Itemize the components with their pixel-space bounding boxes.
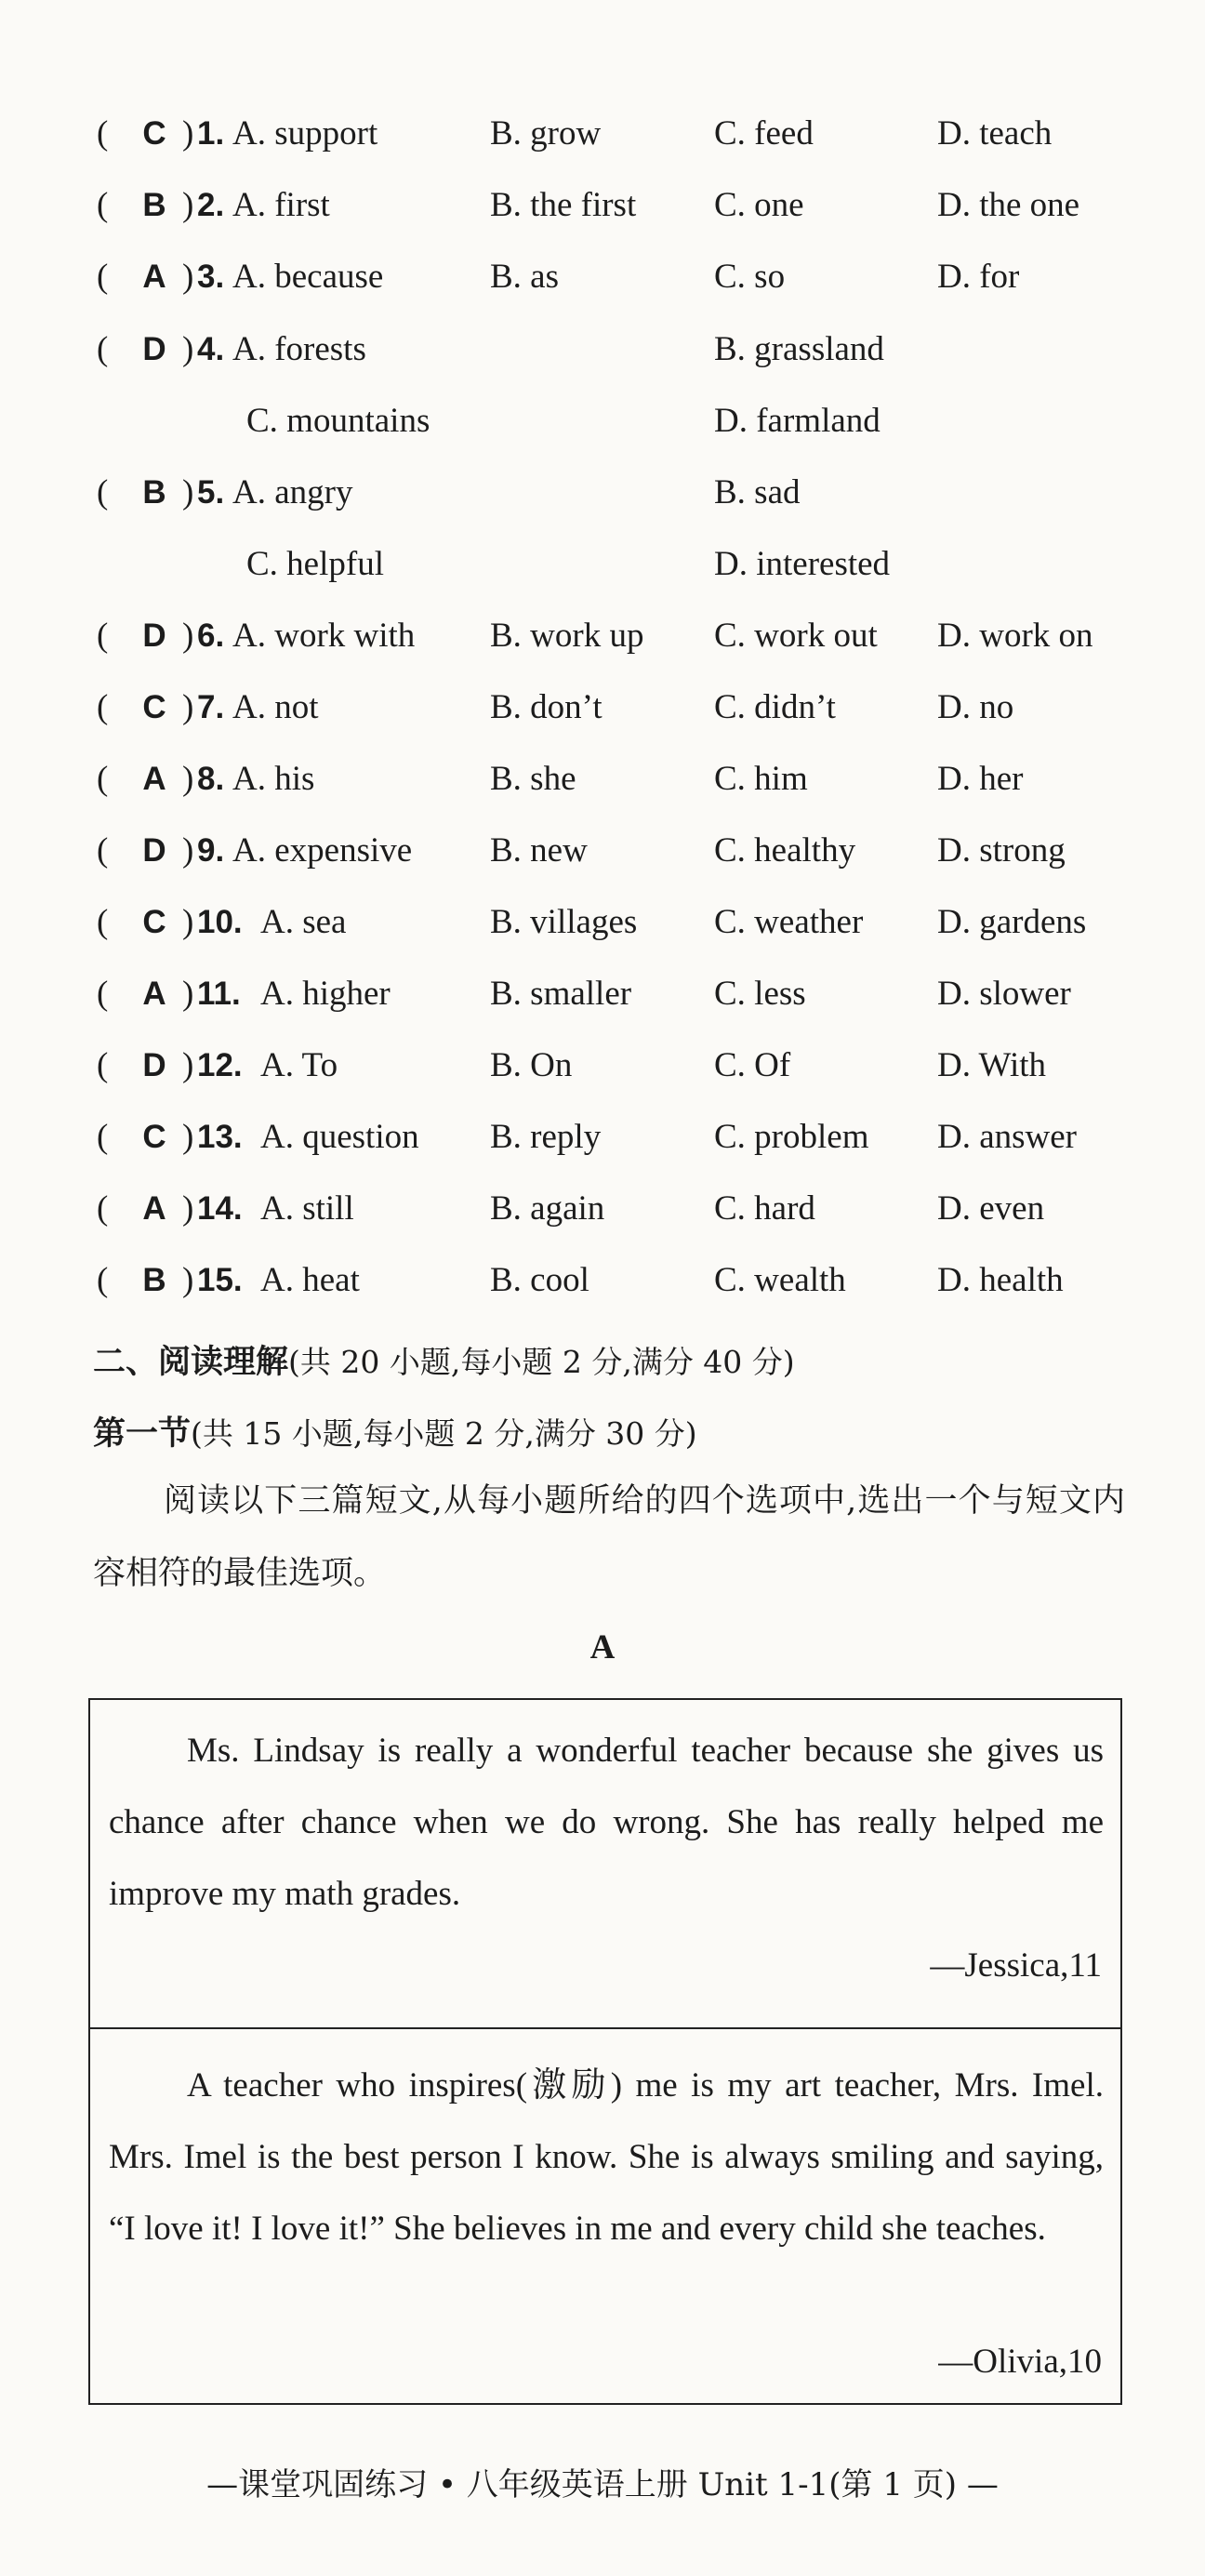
option-a: A. angry (232, 473, 353, 511)
option-c: C. Of (714, 1046, 791, 1084)
option-d: D. strong (937, 831, 1066, 870)
option-b: B. sad (714, 473, 801, 511)
answer-letter: A (142, 976, 166, 1012)
option-d: D. slower (937, 975, 1071, 1013)
option-b: B. smaller (490, 975, 632, 1013)
option-a: A. work with (232, 617, 416, 655)
question-number: 13. (197, 1119, 243, 1155)
option-c: C. healthy (714, 831, 856, 870)
paren-close: ) (182, 258, 194, 296)
paren-open: ( (97, 1189, 109, 1228)
question-number: 9. (197, 832, 225, 869)
paren-close: ) (182, 688, 194, 726)
option-d: D. gardens (937, 903, 1087, 941)
option-c: C. hard (714, 1189, 815, 1228)
question-row-12 (0, 1036, 1205, 1095)
paren-open: ( (97, 330, 109, 368)
paren-open: ( (97, 473, 109, 511)
question-row-6 (0, 606, 1205, 666)
paren-close: ) (182, 1261, 194, 1299)
option-a: A. question (260, 1118, 419, 1156)
paren-open: ( (97, 1118, 109, 1156)
passage-signature: —Jessica,11 (930, 1946, 1102, 1985)
option-b: B. reply (490, 1118, 602, 1156)
page-footer: —课堂巩固练习 • 八年级英语上册 Unit 1-1(第 1 页) — (206, 2466, 999, 2503)
question-row-9 (0, 821, 1205, 881)
question-number: 14. (197, 1190, 243, 1227)
option-a: A. support (232, 114, 378, 153)
question-row-1 (0, 104, 1205, 164)
answer-letter: D (142, 617, 166, 654)
option-c: C. one (714, 186, 804, 224)
paren-open: ( (97, 903, 109, 941)
section-note: (共 20 小题,每小题 2 分,满分 40 分) (288, 1344, 795, 1380)
option-d: D. no (937, 688, 1014, 726)
option-b: B. cool (490, 1261, 589, 1299)
option-c: C. him (714, 760, 808, 798)
paren-open: ( (97, 688, 109, 726)
question-row-11 (0, 964, 1205, 1024)
option-a: A. forests (232, 330, 366, 368)
paren-close: ) (182, 760, 194, 798)
question-row-4-cont (0, 392, 1205, 451)
section-title: 二、阅读理解 (93, 1344, 289, 1381)
paren-close: ) (182, 114, 194, 153)
answer-letter: A (142, 259, 166, 295)
paren-close: ) (182, 473, 194, 511)
passage-signature: —Olivia,10 (938, 2343, 1102, 2381)
paren-close: ) (182, 831, 194, 870)
option-b: B. again (490, 1189, 605, 1228)
question-number: 5. (197, 474, 225, 511)
option-a: A. because (232, 258, 384, 296)
option-d: D. With (937, 1046, 1047, 1084)
question-number: 15. (197, 1262, 243, 1298)
option-b: B. don’t (490, 688, 602, 726)
option-c: C. wealth (714, 1261, 846, 1299)
option-c: C. feed (714, 114, 814, 153)
question-row-2 (0, 176, 1205, 235)
option-a: A. not (232, 688, 319, 726)
question-row-4 (0, 320, 1205, 379)
option-c: C. so (714, 258, 786, 296)
question-row-10 (0, 893, 1205, 952)
option-a: A. heat (260, 1261, 360, 1299)
answer-letter: C (142, 1119, 166, 1155)
paren-open: ( (97, 617, 109, 655)
option-d: D. the one (937, 186, 1080, 224)
option-d: D. for (937, 258, 1020, 296)
paren-open: ( (97, 831, 109, 870)
option-a: A. higher (260, 975, 391, 1013)
option-d: D. her (937, 760, 1024, 798)
paren-close: ) (182, 1046, 194, 1084)
question-number: 2. (197, 187, 225, 223)
option-d: D. work on (937, 617, 1093, 655)
passage-label: A (589, 1628, 616, 1666)
paren-close: ) (182, 186, 194, 224)
passage-box-2 (88, 2029, 1122, 2405)
option-b: B. grassland (714, 330, 884, 368)
option-d: D. teach (937, 114, 1053, 153)
question-row-15 (0, 1251, 1205, 1310)
question-row-7 (0, 678, 1205, 737)
question-number: 1. (197, 115, 225, 152)
answer-letter: B (142, 474, 166, 511)
answer-letter: B (142, 187, 166, 223)
option-d: D. health (937, 1261, 1064, 1299)
paren-open: ( (97, 186, 109, 224)
paren-close: ) (182, 330, 194, 368)
option-c: C. work out (714, 617, 878, 655)
option-b: B. work up (490, 617, 644, 655)
option-d: D. interested (714, 545, 891, 583)
question-number: 12. (197, 1047, 243, 1083)
paren-open: ( (97, 1046, 109, 1084)
option-c: C. problem (714, 1118, 869, 1156)
section-heading (93, 1336, 795, 1383)
paren-close: ) (182, 903, 194, 941)
question-number: 6. (197, 617, 225, 654)
question-row-13 (0, 1108, 1205, 1167)
question-row-5 (0, 463, 1205, 523)
option-c: C. mountains (246, 402, 430, 440)
option-c: C. less (714, 975, 806, 1013)
answer-letter: C (142, 689, 166, 725)
option-b: B. she (490, 760, 576, 798)
part-title: 第一节 (93, 1415, 192, 1453)
answer-letter: A (142, 761, 166, 797)
option-d: D. even (937, 1189, 1045, 1228)
option-b: B. the first (490, 186, 637, 224)
passage-box-1 (88, 1698, 1122, 2029)
answer-letter: B (142, 1262, 166, 1298)
option-b: B. grow (490, 114, 602, 153)
option-a: A. sea (260, 903, 347, 941)
question-row-14 (0, 1179, 1205, 1239)
option-d: D. farmland (714, 402, 881, 440)
question-number: 4. (197, 331, 225, 367)
option-b: B. villages (490, 903, 638, 941)
question-number: 11. (197, 976, 241, 1012)
option-a: A. still (260, 1189, 354, 1228)
option-c: C. weather (714, 903, 864, 941)
paren-open: ( (97, 1261, 109, 1299)
option-b: B. new (490, 831, 588, 870)
passage-text: A teacher who inspires(激励) me is my art teacher, Mrs. Imel. Mrs. Imel is the best person I know. She is always smiling and saying, “I love it! I love it!” She believes in me and every child she teaches. (109, 2066, 1104, 2248)
question-row-3 (0, 247, 1205, 307)
option-c: C. helpful (246, 545, 384, 583)
paren-close: ) (182, 1189, 194, 1228)
answer-letter: C (142, 115, 166, 152)
question-row-8 (0, 750, 1205, 809)
question-number: 3. (197, 259, 225, 295)
question-number: 10. (197, 904, 243, 940)
paren-close: ) (182, 1118, 194, 1156)
instructions: 阅读以下三篇短文,从每小题所给的四个选项中,选出一个与短文内容相符的最佳选项。 (93, 1482, 1125, 1592)
paren-close: ) (182, 617, 194, 655)
option-a: A. To (260, 1046, 338, 1084)
option-c: C. didn’t (714, 688, 836, 726)
question-number: 8. (197, 761, 225, 797)
paren-open: ( (97, 975, 109, 1013)
paren-open: ( (97, 114, 109, 153)
answer-letter: A (142, 1190, 166, 1227)
option-b: B. On (490, 1046, 573, 1084)
answer-letter: D (142, 1047, 166, 1083)
passage-text: Ms. Lindsay is really a wonderful teacher because she gives us chance after chance when we do wrong. She has really helped me improve my math grades. (109, 1732, 1104, 1913)
answer-letter: C (142, 904, 166, 940)
part-note: (共 15 小题,每小题 2 分,满分 30 分) (191, 1415, 697, 1452)
option-a: A. expensive (232, 831, 413, 870)
question-number: 7. (197, 689, 225, 725)
option-a: A. his (232, 760, 315, 798)
paren-close: ) (182, 975, 194, 1013)
option-a: A. first (232, 186, 330, 224)
answer-letter: D (142, 331, 166, 367)
paren-open: ( (97, 258, 109, 296)
question-row-5-cont (0, 535, 1205, 594)
part-heading (93, 1408, 697, 1454)
answer-letter: D (142, 832, 166, 869)
option-d: D. answer (937, 1118, 1078, 1156)
paren-open: ( (97, 760, 109, 798)
option-b: B. as (490, 258, 559, 296)
